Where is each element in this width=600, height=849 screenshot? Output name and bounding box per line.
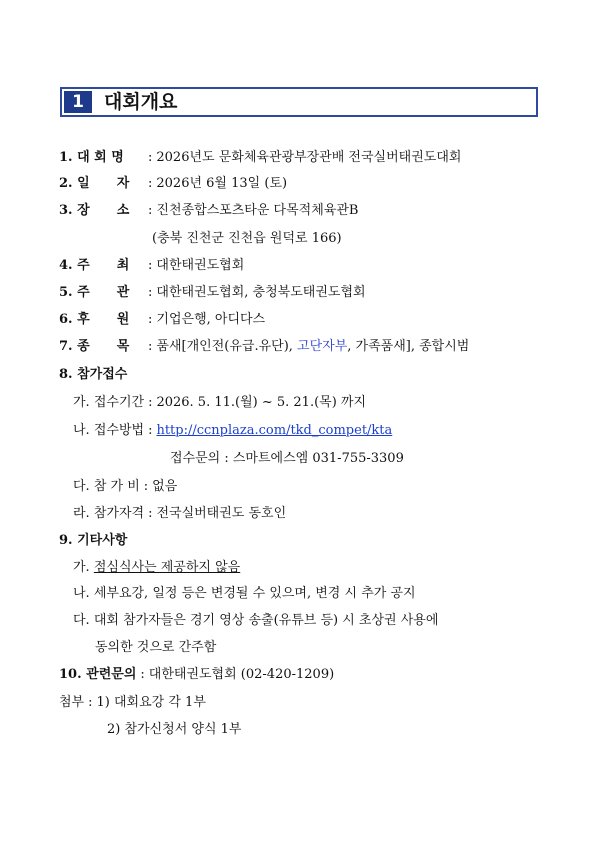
item-events-suffix: , 가족품새], 종합시범	[347, 339, 470, 354]
item-misc	[59, 531, 127, 551]
colon: :	[148, 176, 153, 191]
item-sponsor	[59, 310, 265, 330]
section-number: 1	[64, 91, 92, 113]
item-name	[59, 148, 461, 168]
registration-eligibility-label: 라. 참가자격	[73, 506, 145, 521]
item-organizer	[59, 283, 366, 303]
item-events	[59, 337, 469, 357]
section-header	[60, 87, 538, 117]
colon: :	[148, 339, 153, 354]
item-name-label: 1. 대 회 명	[59, 150, 124, 165]
item-contact	[59, 665, 334, 685]
registration-period-label: 가. 접수기간	[73, 395, 145, 410]
item-events-prefix: 품새[개인전(유급.유단),	[156, 339, 298, 354]
colon: :	[148, 395, 153, 410]
misc-a-underlined: 점심식사는 제공하지 않음	[93, 560, 241, 575]
colon: :	[148, 203, 153, 218]
item-host	[59, 256, 244, 276]
misc-b: 나. 세부요강, 일정 등은 변경될 수 있으며, 변경 시 추가 공지	[73, 586, 416, 601]
item-venue-address: (충북 진천군 진천읍 원덕로 166)	[152, 231, 342, 246]
item-organizer-value: 대한태권도협회, 충청북도태권도협회	[156, 285, 366, 300]
misc-c-line1: 다. 대회 참가자들은 경기 영상 송출(유튜브 등) 시 초상권 사용에	[73, 613, 439, 628]
registration-period	[73, 393, 366, 413]
item-date-label: 2. 일 자	[59, 176, 130, 191]
item-misc-label: 9. 기타사항	[59, 533, 128, 548]
item-host-value: 대한태권도협회	[156, 258, 245, 273]
colon: :	[88, 695, 93, 710]
colon: :	[143, 479, 149, 494]
colon: :	[148, 423, 153, 438]
item-sponsor-label: 6. 후 원	[59, 312, 130, 327]
misc-a-prefix: 가.	[73, 560, 94, 575]
item-venue-label: 3. 장 소	[59, 203, 130, 218]
registration-fee-value: 없음	[152, 479, 178, 494]
attachment-item-1: 1) 대회요강 각 1부	[96, 695, 206, 710]
attachments-label: 첨부	[59, 695, 85, 710]
colon: :	[148, 506, 153, 521]
colon: :	[140, 667, 145, 682]
registration-period-value: 2026. 5. 11.(월) ~ 5. 21.(목) 까지	[156, 395, 367, 410]
registration-fee-label: 다. 참 가 비	[73, 479, 140, 494]
colon: :	[148, 285, 153, 300]
registration-method	[73, 421, 392, 441]
item-events-label: 7. 종 목	[59, 339, 130, 354]
colon: :	[148, 258, 153, 273]
item-contact-label: 10. 관련문의	[59, 667, 137, 682]
item-sponsor-value: 기업은행, 아디다스	[156, 312, 266, 327]
item-host-label: 4. 주 최	[59, 258, 130, 273]
item-date-value: 2026년 6월 13일 (토)	[156, 176, 288, 191]
registration-fee	[73, 477, 177, 497]
item-date	[59, 174, 287, 194]
registration-eligibility-value: 전국실버태권도 동호인	[156, 506, 287, 521]
item-name-value: 2026년도 문화체육관광부장관배 전국실버태권도대회	[156, 150, 462, 165]
misc-c-line2: 동의한 것으로 간주함	[95, 640, 217, 655]
registration-link[interactable]: http://ccnplaza.com/tkd_compet/kta	[156, 423, 393, 438]
colon: :	[148, 150, 153, 165]
misc-a	[73, 558, 240, 578]
attachments	[59, 693, 206, 713]
registration-eligibility	[73, 504, 286, 524]
registration-inquiry: 접수문의 : 스마트에스엠 031-755-3309	[170, 451, 404, 466]
item-organizer-label: 5. 주 관	[59, 285, 130, 300]
item-registration	[59, 365, 127, 385]
attachment-item-2: 2) 참가신청서 양식 1부	[107, 722, 242, 737]
colon: :	[148, 312, 153, 327]
item-venue	[59, 201, 358, 221]
item-contact-value: 대한태권도협회 (02-420-1209)	[148, 667, 335, 682]
registration-method-label: 나. 접수방법	[73, 423, 145, 438]
item-venue-value: 진천종합스포츠타운 다목적체육관B	[156, 203, 359, 218]
section-title: 대회개요	[104, 91, 178, 113]
item-events-highlight: 고단자부	[297, 339, 348, 354]
item-registration-label: 8. 참가접수	[59, 367, 128, 382]
